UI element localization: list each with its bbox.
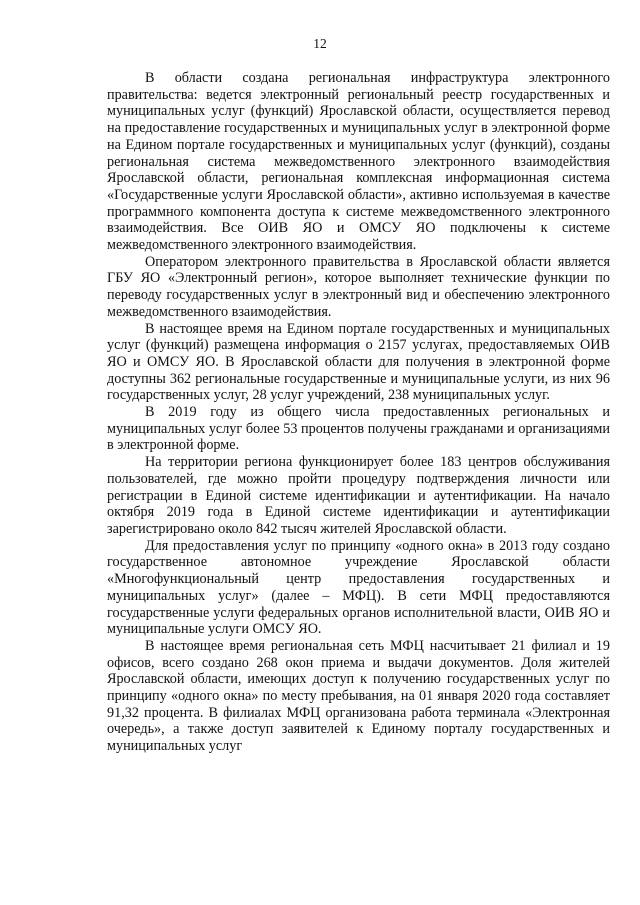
paragraph-service-centers: На территории региона функционирует более 183 центров обслуживания пользователей, где можно пройти процедуру подтверждения личности или регистрации в Единой системе идентификации и аутентификации. На начало октября 2019 года в Единой системе идентификации и аутентификации зарегистрировано около 842 тысяч жителей Ярославской области. xyxy=(107,454,610,537)
paragraph-e-government-operator: Оператором электронного правительства в Ярославской области является ГБУ ЯО «Электронный регион», которое выполняет технические функции по переводу государственных услуг в электронный вид и обеспечению электронного межведомственного взаимодействия. xyxy=(107,253,610,320)
paragraph-portal-services: В настоящее время на Едином портале государственных и муниципальных услуг (функций) размещена информация о 2157 услугах, предоставляемых ОИВ ЯО и ОМСУ ЯО. В Ярославской области для получения в электронной форме доступны 362 региональные государственные и муниципальные услуги, из них 96 государственных услуг, 28 услуг учреждений, 238 муниципальных услуг. xyxy=(107,320,610,404)
paragraph-e-government-infrastructure: В области создана региональная инфраструктура электронного правительства: ведется электронный региональный реестр государственных и муниципальных услуг (функций) Ярославской области, осуществляется перевод на предоставление государственных и муниципальных услуг в электронной форме на Едином портале государственных и муниципальных услуг (функций), созданы региональная система межведомственного электронного взаимодействия Ярославской области, региональная комплексная информационная система «Государственные услуги Ярославской области», активно используемая в качестве программного компонента доступа к системе межведомственного электронного взаимодействия. Все ОИВ ЯО и ОМСУ ЯО подключены к системе межведомственного электронного взаимодействия. xyxy=(107,70,610,254)
paragraph-mfc-creation: Для предоставления услуг по принципу «одного окна» в 2013 году создано государственное автономное учреждение Ярославской области «Многофункциональный центр предоставления государственных и муниципальных услуг» (далее – МФЦ). В сети МФЦ предоставляются государственные услуги федеральных органов исполнительной власти, ОИВ ЯО и муниципальные услуги ОМСУ ЯО. xyxy=(107,537,610,638)
paragraph-electronic-share-2019: В 2019 году из общего числа предоставленных региональных и муниципальных услуг более 53 процентов получены гражданами и организациями в электронной форме. xyxy=(107,404,610,454)
document-body xyxy=(107,70,610,755)
paragraph-mfc-network: В настоящее время региональная сеть МФЦ насчитывает 21 филиал и 19 офисов, всего создано 268 окон приема и выдачи документов. Доля жителей Ярославской области, имеющих доступ к получению государственных услуг по принципу «одного окна» по месту пребывания, на 01 января 2020 года составляет 91,32 процента. В филиалах МФЦ организована работа терминала «Электронная очередь», а также доступ заявителей к Единому порталу государственных и муниципальных услуг xyxy=(107,637,610,755)
page-number: 12 xyxy=(313,36,327,51)
